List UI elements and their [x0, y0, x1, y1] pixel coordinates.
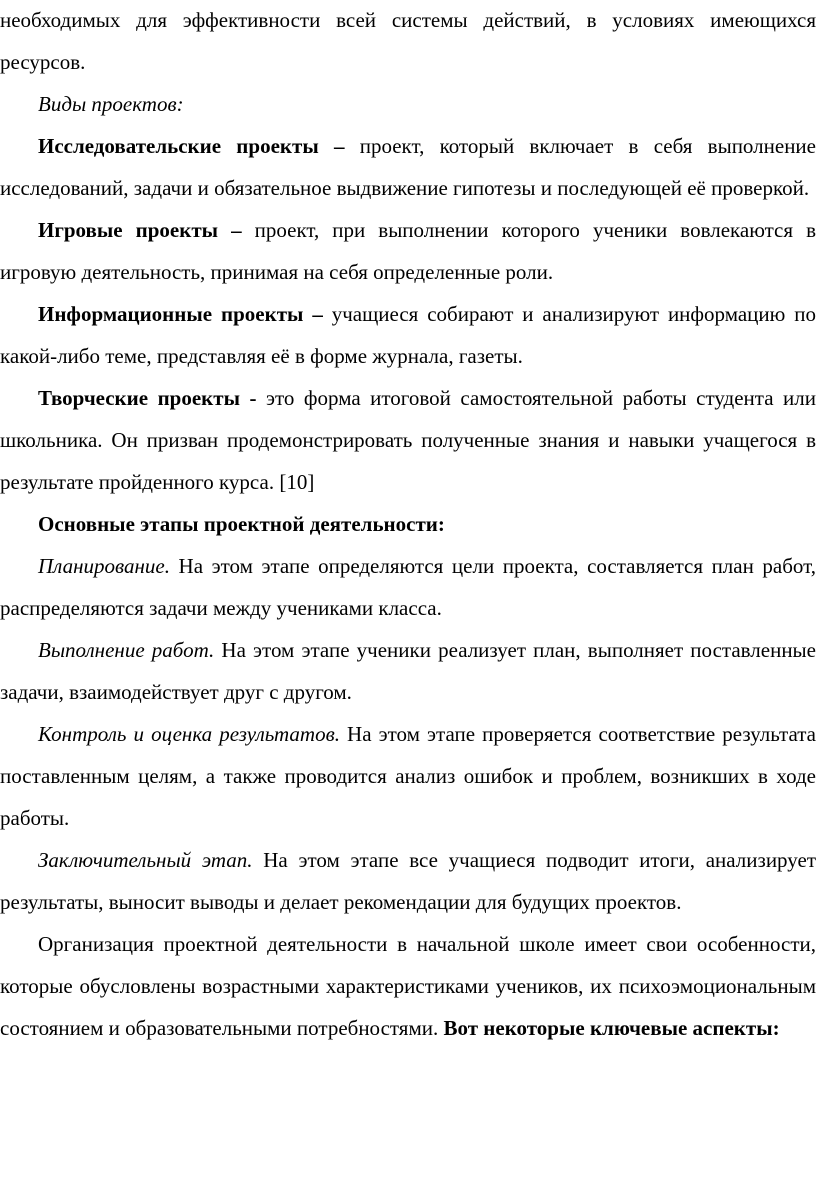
game-projects-term: Игровые проекты – — [38, 218, 242, 242]
stage-final-term: Заключительный этап. — [38, 848, 253, 872]
game-projects-definition: проект, при выполнении которого ученики вовлекаются в игровую деятельность, принимая на себя определенные роли. — [0, 218, 816, 284]
paragraph-game-projects — [0, 209, 816, 293]
creative-projects-definition: это форма итоговой самостоятельной работы студента или школьника. Он призван продемонстрировать полученные знания и навыки учащегося в результате пройденного курса. [10] — [0, 386, 816, 494]
stage-planning-term: Планирование. — [38, 554, 170, 578]
organization-text: Организация проектной деятельности в начальной школе имеет свои особенности, которые обусловлены возрастными характеристиками учеников, их психоэмоциональным состоянием и образовательными потребностями. — [0, 932, 816, 1040]
paragraph-intro-continuation — [0, 0, 816, 83]
paragraph-creative-projects — [0, 377, 816, 503]
paragraph-project-types-heading — [0, 83, 816, 125]
stage-execution-term: Выполнение работ. — [38, 638, 215, 662]
stage-final-description: На этом этапе все учащиеся подводит итоги, анализирует результаты, выносит выводы и делает рекомендации для будущих проектов. — [0, 848, 816, 914]
creative-projects-term: Творческие проекты - — [38, 386, 257, 410]
information-projects-definition: учащиеся собирают и анализируют информацию по какой-либо теме, представляя её в форме журнала, газеты. — [0, 302, 816, 368]
paragraph-information-projects — [0, 293, 816, 377]
paragraph-research-projects — [0, 125, 816, 209]
stage-control-term: Контроль и оценка результатов. — [38, 722, 340, 746]
paragraph-stages-heading — [0, 503, 816, 545]
project-types-heading: Виды проектов: — [38, 92, 184, 116]
paragraph-stage-planning — [0, 545, 816, 629]
paragraph-stage-execution — [0, 629, 816, 713]
stage-planning-description: На этом этапе определяются цели проекта, составляется план работ, распределяются задачи между учениками класса. — [0, 554, 816, 620]
key-aspects-lead: Вот некоторые ключевые аспекты: — [443, 1016, 780, 1040]
paragraph-stage-final — [0, 839, 816, 923]
research-projects-term: Исследовательские проекты – — [38, 134, 345, 158]
stage-execution-description: На этом этапе ученики реализует план, выполняет поставленные задачи, взаимодействует друг с другом. — [0, 638, 816, 704]
stages-heading: Основные этапы проектной деятельности: — [38, 512, 445, 536]
research-projects-definition: проект, который включает в себя выполнение исследований, задачи и обязательное выдвижение гипотезы и последующей её проверкой. — [0, 134, 816, 200]
paragraph-organization — [0, 923, 816, 1049]
information-projects-term: Информационные проекты – — [38, 302, 323, 326]
paragraph-stage-control — [0, 713, 816, 839]
stage-control-description: На этом этапе проверяется соответствие результата поставленным целям, а также проводится анализ ошибок и проблем, возникших в ходе работы. — [0, 722, 816, 830]
intro-text: необходимых для эффективности всей системы действий, в условиях имеющихся ресурсов. — [0, 8, 816, 74]
